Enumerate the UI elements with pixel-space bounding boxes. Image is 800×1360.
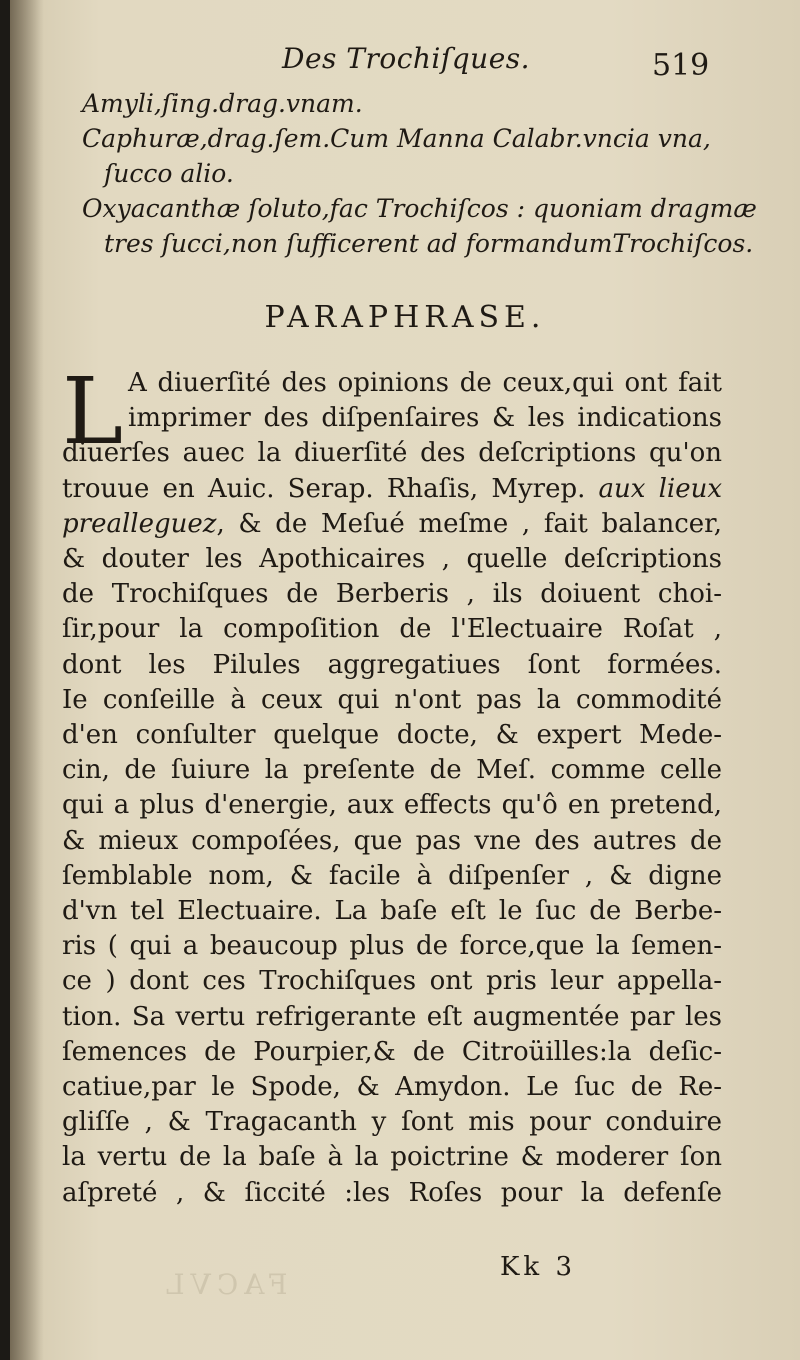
running-head: Des Trochiſques. [282, 42, 531, 75]
text-line: ſemences de Pourpier,& de Citroüilles:la deſic- [62, 1036, 722, 1067]
text-line: diuerſes auec la diuerſité des deſcriptions qu'on [62, 438, 722, 469]
text-line: de Trochiſques de Berberis , ils doiuent choi- [62, 579, 722, 610]
section-heading: PARAPHRASE. [264, 300, 546, 335]
recipe-line: ſucco alio. [104, 159, 234, 188]
text-line: ſemblable nom, & facile à diſpenſer , & digne [62, 860, 722, 891]
text-line: qui a plus d'energie, aux effects qu'ô en pretend, [62, 790, 722, 821]
recipe-line: tres ſucci,non ſufficerent ad formandumTrochiſcos. [104, 229, 754, 258]
gutter-shadow [10, 0, 44, 1360]
text-segment: trouue en Auic. Serap. Rhaſis, Myrep. [62, 473, 586, 504]
recipe-line: Amyli,ſing.drag.vnam. [82, 89, 363, 118]
catchword: Kk 3 [500, 1252, 576, 1282]
text-line: ce ) dont ces Trochiſques ont pris leur appella- [62, 966, 722, 997]
text-line: catiue,par le Spode, & Amydon. Le ſuc de Re- [62, 1072, 722, 1103]
text-line: dont les Pilules aggregatiues ſont formées. [62, 649, 722, 680]
text-line: A diuerſité des opinions de ceux,qui ont fait [128, 368, 722, 398]
bleed-through-text: FACVL [160, 1268, 288, 1301]
book-page [10, 0, 800, 1360]
recipe-line: Oxyacanthæ ſoluto,fac Trochiſcos : quoniam dragmæ [82, 194, 757, 223]
text-line: d'en conſulter quelque docte, & expert Mede- [62, 720, 722, 751]
recipe-line: Caphuræ,drag.ſem.Cum Manna Calabr.vncia vna, [82, 124, 711, 153]
text-line: ſir,pour la compoſition de l'Electuaire Roſat , [62, 614, 722, 645]
italic-segment: prealleguez [62, 508, 217, 539]
text-line: gliſſe , & Tragacanth y ſont mis pour conduire [62, 1107, 722, 1138]
paraphrase-body [62, 358, 723, 1211]
text-line: la vertu de la baſe à la poictrine & moderer ſon [62, 1142, 722, 1173]
text-line: d'vn tel Electuaire. La baſe eſt le ſuc de Berbe- [62, 896, 722, 927]
text-line: tion. Sa vertu refrigerante eſt augmentée par les [62, 1001, 722, 1032]
text-line: aſpreté , & ſiccité :les Roſes pour la defenſe [62, 1177, 722, 1208]
text-line: & douter les Apothicaires , quelle deſcriptions [62, 544, 722, 575]
text-line: cin, de ſuiure la preſente de Meſ. comme celle [62, 755, 722, 786]
text-line: ris ( qui a beaucoup plus de force,que la ſemen- [62, 931, 722, 962]
drop-cap: L [62, 358, 124, 465]
text-line: imprimer des diſpenſaires & les indications [128, 403, 722, 434]
page-number: 519 [652, 48, 710, 83]
recipe-block [82, 86, 782, 261]
text-line: & mieux compoſées, que pas vne des autres de [62, 825, 722, 856]
italic-segment: aux lieux [598, 473, 723, 504]
text-line: Ie conſeille à ceux qui n'ont pas la commodité [62, 684, 722, 715]
text-line [62, 507, 722, 542]
text-segment: , & de Meſué meſme , fait balancer, [216, 508, 722, 539]
page-header [10, 42, 800, 92]
text-line [62, 472, 722, 507]
